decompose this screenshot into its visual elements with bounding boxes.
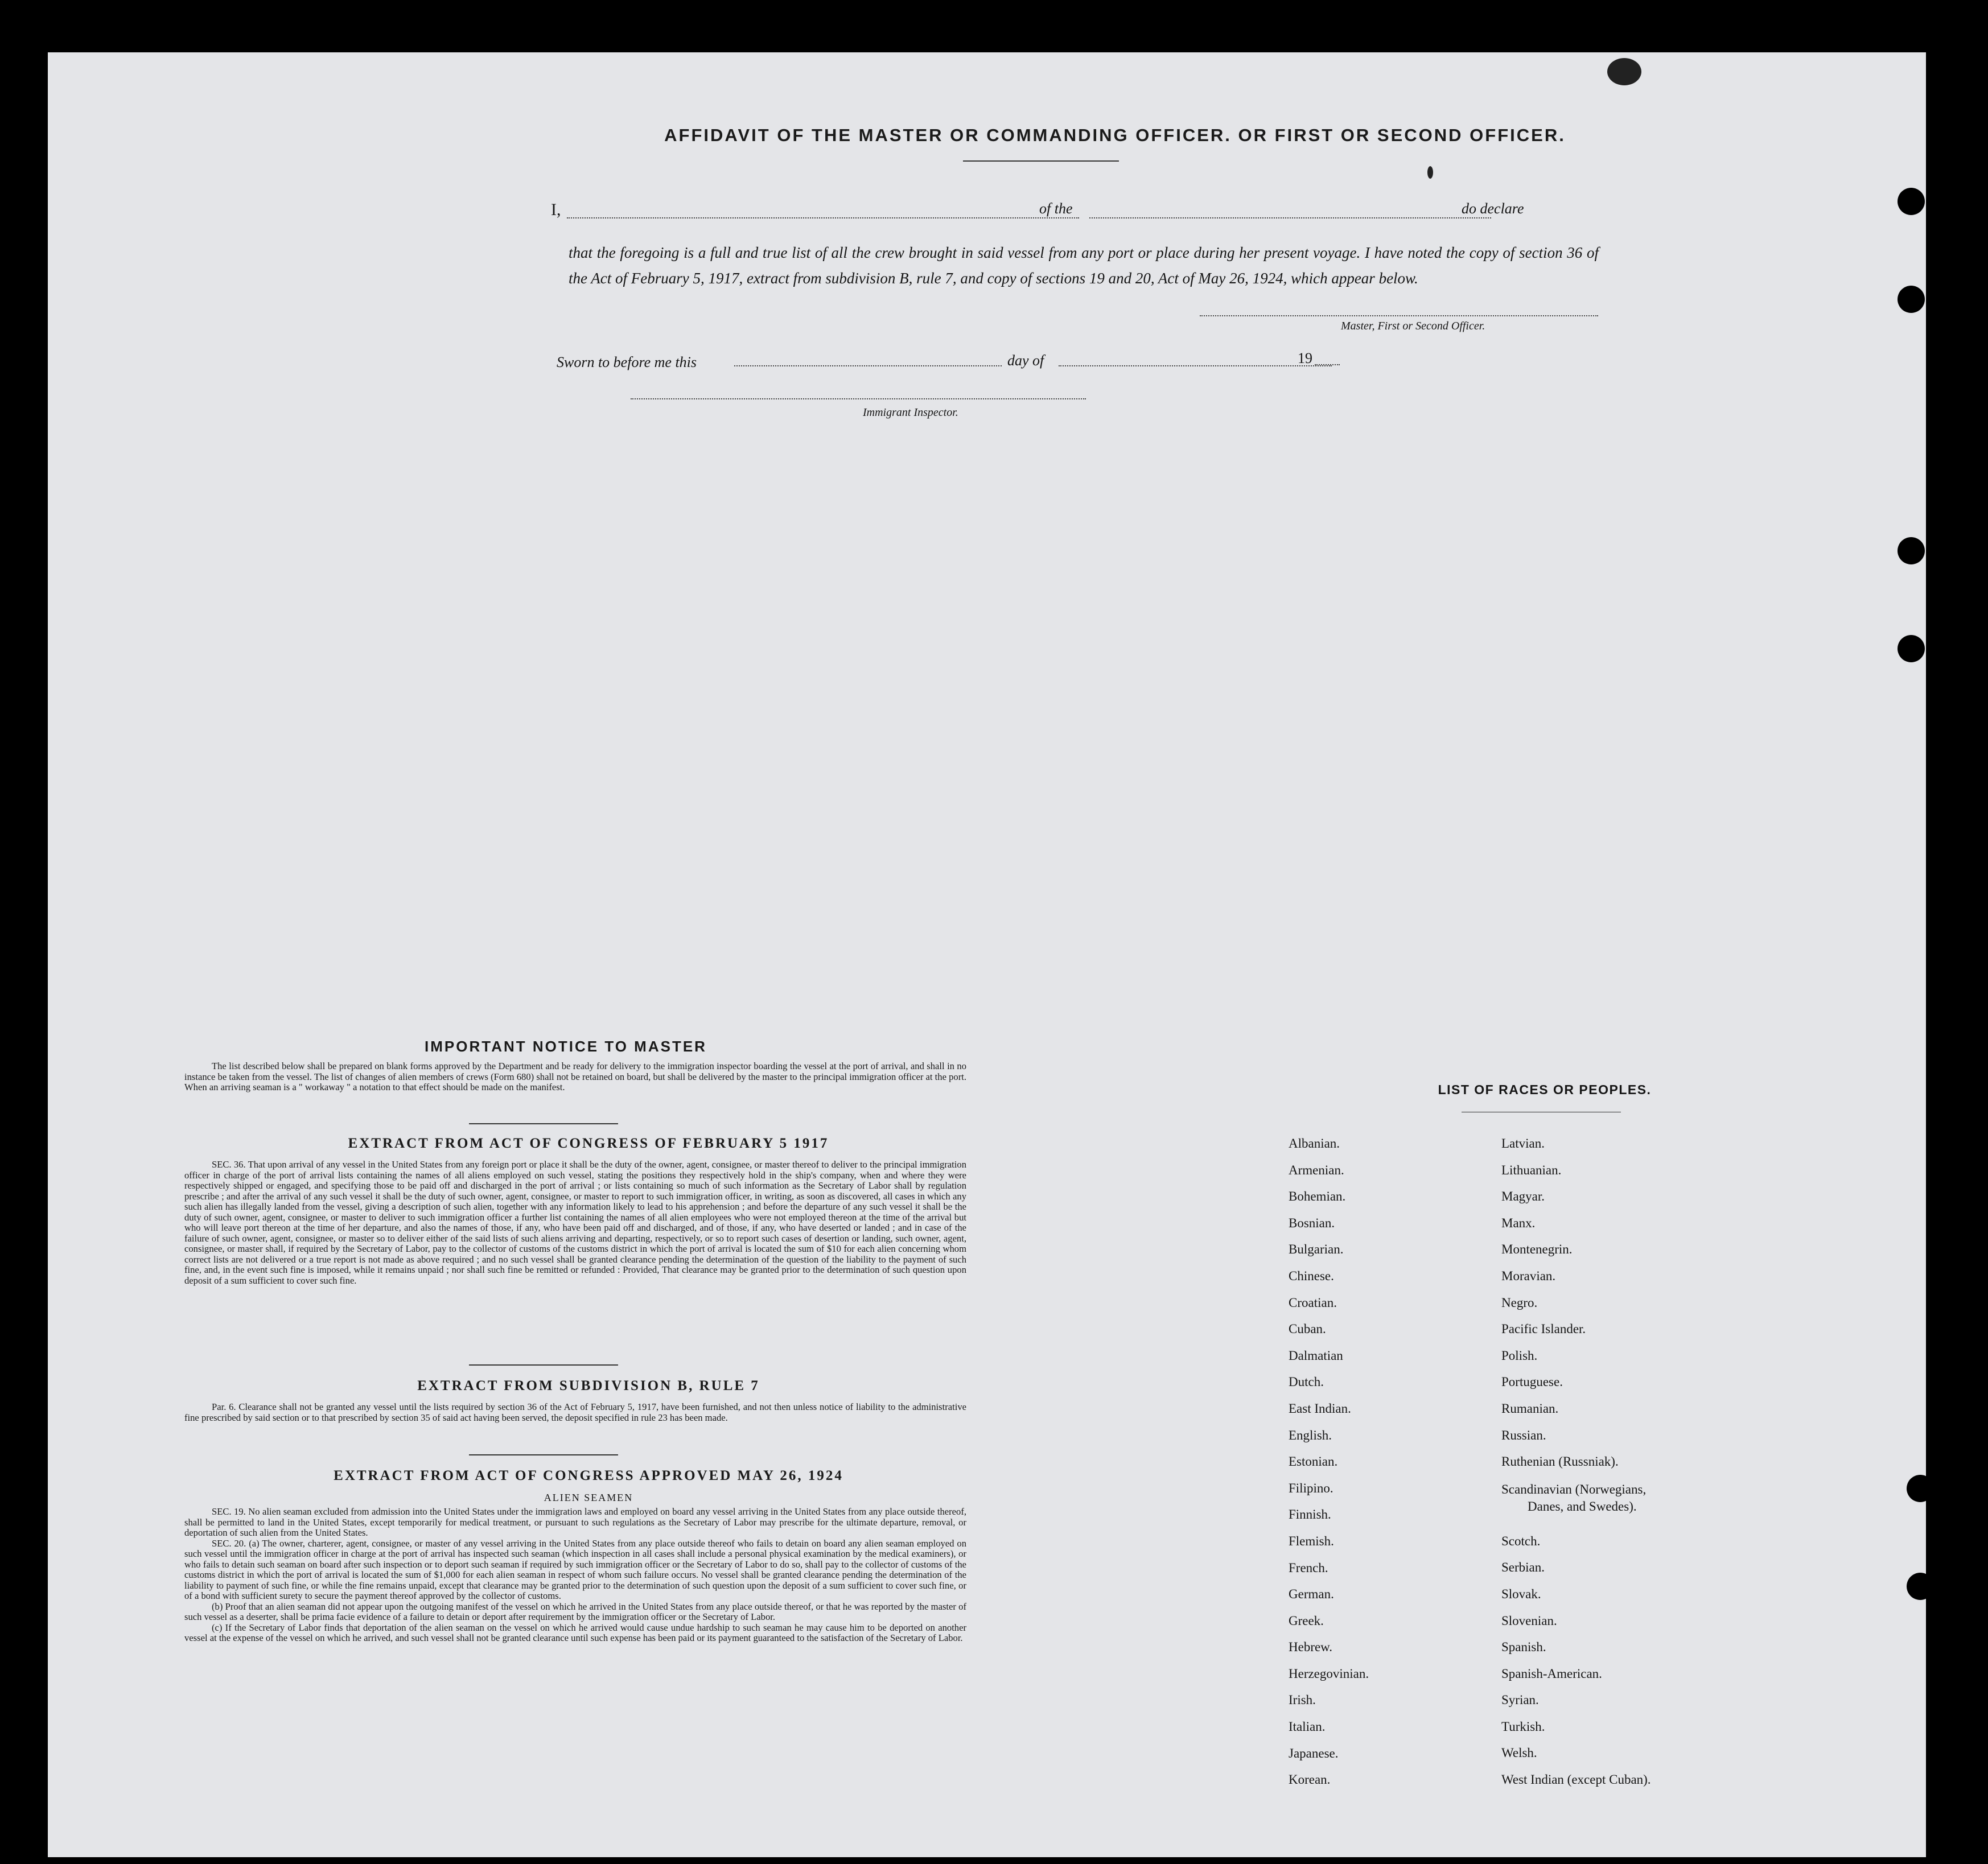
section-20a-paragraph: SEC. 20. (a) The owner, charterer, agent, consignee, or master of any vessel arriving in the United States from any place outside thereof who fails to detain on board any alien seaman employed on such vessel until the immigration officer in charge at the port of arrival has inspected such seaman (which inspection in all cases shall include a personal physical examination by the medical examiners), or who fails to detain such seaman on board after such inspection or to deport such seaman if required by such immigration officer or the Secretary of Labor to do so, shall pay to the collector of customs of the customs district in which the port of arrival is located the sum of $1,000 for each alien seaman in respect of whom such failure occurs. No vessel shall be granted clearance pending the determination of the liability to payment of such fine, or while the fine remains unpaid, except that clearance may be granted prior to the determination of such question upon the deposit of a sum sufficient to cover such fine, or of a bond with sufficient surety to secure the payment thereof approved by the collector of customs. bbox=[184, 1537, 966, 1601]
race-item: Syrian. bbox=[1501, 1693, 1539, 1708]
race-item: Chinese. bbox=[1289, 1268, 1334, 1283]
race-item: German. bbox=[1289, 1587, 1334, 1602]
race-item: Serbian. bbox=[1501, 1560, 1545, 1575]
extract-1917-text bbox=[184, 1160, 966, 1286]
vessel-name-blank[interactable] bbox=[1089, 217, 1491, 218]
race-item: Ruthenian (Russniak). bbox=[1501, 1454, 1619, 1469]
race-item: Montenegrin. bbox=[1501, 1242, 1573, 1257]
race-item: Magyar. bbox=[1501, 1189, 1545, 1204]
sworn-label: Sworn to before me this bbox=[557, 354, 697, 370]
races-right-column bbox=[1501, 1136, 1763, 1799]
race-item: Portuguese. bbox=[1501, 1375, 1563, 1389]
race-item: Armenian. bbox=[1289, 1162, 1344, 1177]
race-item: Latvian. bbox=[1501, 1136, 1545, 1150]
race-item: Japanese. bbox=[1289, 1746, 1339, 1760]
races-left-column bbox=[1289, 1136, 1493, 1799]
extract-1924-title: EXTRACT FROM ACT OF CONGRESS APPROVED MAY 26, 1924 bbox=[334, 1468, 843, 1483]
subdivision-b-text bbox=[184, 1402, 966, 1423]
race-item: Bulgarian. bbox=[1289, 1242, 1344, 1257]
subdivision-b-title: EXTRACT FROM SUBDIVISION B, RULE 7 bbox=[417, 1378, 760, 1393]
race-item: Cuban. bbox=[1289, 1322, 1326, 1337]
race-item-line: Danes, and Swedes). bbox=[1528, 1499, 1637, 1514]
race-item: Hebrew. bbox=[1289, 1640, 1333, 1655]
race-item-line: Scandinavian (Norwegians, bbox=[1501, 1482, 1647, 1496]
sworn-month-blank[interactable] bbox=[1059, 365, 1332, 366]
race-item: Scotch. bbox=[1501, 1533, 1541, 1548]
race-item: Polish. bbox=[1501, 1348, 1538, 1363]
races-list-title: LIST OF RACES OR PEOPLES. bbox=[1438, 1082, 1652, 1097]
section-20c-paragraph: (c) If the Secretary of Labor finds that deportation of the alien seaman on the vessel on which he arrived would cause undue hardship to such seaman he may cause him to be deported on another vessel at the expense of the vessel on which he arrived, and such vessel shall not be granted clearance until such expense has been paid or its payment guaranteed to the satisfaction of the Secretary of Labor. bbox=[184, 1622, 966, 1643]
extract-1924-text bbox=[184, 1507, 966, 1644]
race-item: Spanish. bbox=[1501, 1640, 1546, 1655]
inspector-caption: Immigrant Inspector. bbox=[863, 406, 958, 419]
punch-hole bbox=[1898, 635, 1925, 662]
par-6-paragraph: Par. 6. Clearance shall not be granted any vessel until the lists required by section 36 of the Act of February 5, 1917, have been furnished, and not then unless notice of liability to the administrative fine prescribed by said section or to that prescribed by section 35 of said act having been served, the deposit specified in rule 23 has been made. bbox=[184, 1401, 966, 1423]
extract-1917-rule bbox=[469, 1364, 618, 1366]
race-item: Negro. bbox=[1501, 1295, 1538, 1310]
race-item: Croatian. bbox=[1289, 1295, 1337, 1310]
extract-1917-title: EXTRACT FROM ACT OF CONGRESS OF FEBRUARY 5 1917 bbox=[348, 1136, 829, 1151]
race-item: Filipino. bbox=[1289, 1481, 1333, 1495]
race-item: Moravian. bbox=[1501, 1268, 1556, 1283]
document-page bbox=[48, 52, 1926, 1857]
officer-signature-blank[interactable] bbox=[1200, 315, 1598, 316]
punch-hole bbox=[1898, 188, 1925, 215]
ink-blot bbox=[1607, 58, 1641, 85]
notice-paragraph: The list described below shall be prepared on blank forms approved by the Department and be ready for delivery to the immigration inspector boarding the vessel at the port of arrival, and shall in no instance be taken from the vessel. The list of changes of alien members of crews (Form 680) shall not be retained on board, but shall be delivered by the master to the principal immigration officer at the port. When an arriving seaman is a " workaway " a notation to that effect should be made on the manifest. bbox=[184, 1061, 966, 1092]
title-rule bbox=[963, 160, 1119, 162]
punch-hole bbox=[1931, 1132, 1958, 1160]
race-item: Dalmatian bbox=[1289, 1348, 1343, 1363]
race-item: Irish. bbox=[1289, 1693, 1316, 1708]
race-item: Spanish-American. bbox=[1501, 1666, 1602, 1681]
affidavit-body: that the foregoing is a full and true list of all the crew brought in said vessel from any port or place during her present voyage. I have noted the copy of section 36 of the Act of February 5, 1917, extract from subdivision B, rule 7, and copy of sections 19 and 20, Act of May 26, 1924, which appear below. bbox=[569, 244, 1599, 287]
race-item: Flemish. bbox=[1289, 1533, 1334, 1548]
punch-hole bbox=[1931, 1223, 1958, 1251]
affidavit-text bbox=[569, 240, 1599, 291]
punch-hole bbox=[1898, 537, 1925, 564]
race-item: Welsh. bbox=[1501, 1746, 1537, 1760]
affidavit-title: AFFIDAVIT OF THE MASTER OR COMMANDING OFFICER. OR FIRST OR SECOND OFFICER. bbox=[664, 125, 1566, 145]
race-item: Finnish. bbox=[1289, 1507, 1331, 1522]
race-item: Bohemian. bbox=[1289, 1189, 1346, 1204]
race-item: Rumanian. bbox=[1501, 1401, 1559, 1416]
race-item: West Indian (except Cuban). bbox=[1501, 1772, 1651, 1787]
race-item: Bosnian. bbox=[1289, 1215, 1335, 1230]
race-item: Albanian. bbox=[1289, 1136, 1340, 1150]
race-item: English. bbox=[1289, 1428, 1332, 1442]
race-item: Italian. bbox=[1289, 1719, 1326, 1734]
year-label: 19 bbox=[1298, 350, 1312, 366]
race-item: French. bbox=[1289, 1560, 1328, 1575]
race-item: Korean. bbox=[1289, 1772, 1331, 1787]
officer-signature-caption: Master, First or Second Officer. bbox=[1341, 320, 1485, 332]
notice-title: IMPORTANT NOTICE TO MASTER bbox=[425, 1038, 707, 1055]
day-of-label: day of bbox=[1007, 352, 1044, 369]
notice-rule bbox=[469, 1123, 618, 1124]
race-item: Estonian. bbox=[1289, 1454, 1338, 1469]
race-item: Herzegovinian. bbox=[1289, 1666, 1369, 1681]
sworn-day-blank[interactable] bbox=[734, 365, 1002, 366]
punch-hole bbox=[1898, 286, 1925, 313]
section-20b-paragraph: (b) Proof that an alien seaman did not appear upon the outgoing manifest of the vessel on which he arrived in the United States from any place outside thereof, or that he was reported by the master of such vessel as a deserter, shall be prima facie evidence of a failure to detain or deport after requirement by the immigration officer or the Secretary of Labor. bbox=[184, 1601, 966, 1622]
section-19-paragraph: SEC. 19. No alien seaman excluded from admission into the United States under the immigration laws and employed on board any vessel arriving in the United States from any place outside thereof, shall be permitted to land in the United States, except temporarily for medical treatment, or pursuant to such regulations as the Secretary of Labor may prescribe for the ultimate departure, removal, or deportation of such alien from the United States. bbox=[184, 1506, 966, 1538]
alien-seamen-subtitle: ALIEN SEAMEN bbox=[544, 1492, 633, 1503]
vessel-label: of the bbox=[1039, 200, 1073, 217]
race-item: Pacific Islander. bbox=[1501, 1322, 1586, 1337]
declarant-name-blank[interactable] bbox=[567, 217, 1079, 218]
race-item: Dutch. bbox=[1289, 1375, 1324, 1389]
subdivision-b-rule bbox=[469, 1454, 618, 1455]
race-item: Slovenian. bbox=[1501, 1613, 1557, 1628]
race-item: East Indian. bbox=[1289, 1401, 1351, 1416]
section-36-paragraph: SEC. 36. That upon arrival of any vessel in the United States from any foreign port or place it shall be the duty of the owner, agent, consignee, or master thereof to deliver to the principal immigration officer in charge of the port of arrival lists containing the names of all aliens employed on such vessel, stating the positions they respectively hold in the ship's company, when and where they were respectively shipped or engaged, and specifying those to be paid off and discharged in the port of arrival ; or lists containing so much of such information as the Secretary of Labor shall by regulation prescribe ; and after the arrival of any such vessel it shall be the duty of such owner, agent, consignee, or master to report to such immigration officer, in writing, as soon as discovered, all cases in which any such alien has illegally landed from the vessel, giving a description of such alien, together with any information likely to lead to his apprehension ; and before the departure of any such vessel it shall be the duty of such owner, agent, consignee, or master to deliver to such immigration officer a further list containing the names of all alien employees who were not employed thereon at the time of the arrival but who will leave port thereon at the time of her departure, and also the names of those, if any, who have been paid off and discharged, and of those, if any, who have deserted or landed ; and in case of the failure of such owner, agent, consignee, or master so to deliver either of the said lists of such aliens arriving and departing, respectively, or so to report such cases of desertion or landing, such owner, agent, consignee, or master shall, if required by the Secretary of Labor, pay to the collector of customs of the customs district in which the port of arrival is located the sum of $10 for each alien concerning whom correct lists are not delivered or a true report is not made as above required ; and no such vessel shall be granted clearance pending the determination of the question of the liability to the payment of such fine, and, in the event such fine is imposed, while it remains unpaid ; nor shall such fine be remitted or refunded : Provided, That clearance may be granted prior to the determination of such question upon deposit of a sum sufficient to cover such fine. bbox=[184, 1159, 966, 1286]
punch-hole bbox=[1907, 1573, 1934, 1600]
punch-hole bbox=[1907, 1475, 1934, 1502]
race-item: Manx. bbox=[1501, 1215, 1536, 1230]
race-item: Russian. bbox=[1501, 1428, 1546, 1442]
inspector-signature-blank[interactable] bbox=[631, 398, 1086, 399]
declare-label: do declare bbox=[1462, 200, 1524, 217]
race-item: Slovak. bbox=[1501, 1586, 1541, 1601]
declarant-label: I, bbox=[551, 200, 561, 219]
notice-text bbox=[184, 1061, 966, 1093]
race-item: Greek. bbox=[1289, 1613, 1324, 1628]
race-item-two-line bbox=[1501, 1481, 1763, 1534]
ink-mark bbox=[1427, 166, 1433, 179]
race-item: Lithuanian. bbox=[1501, 1162, 1562, 1177]
race-item: Turkish. bbox=[1501, 1719, 1545, 1734]
sworn-year-blank[interactable] bbox=[1315, 364, 1340, 365]
